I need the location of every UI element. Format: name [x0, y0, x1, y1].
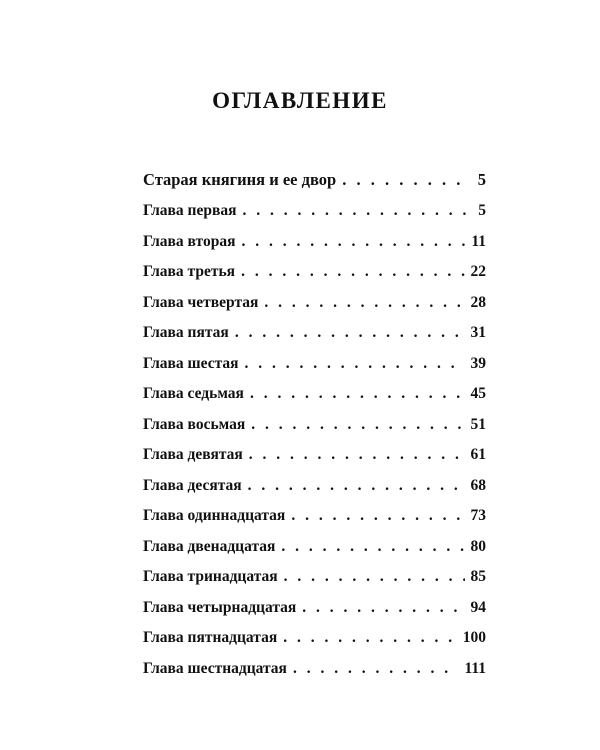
toc-entry-label: Глава десятая [143, 476, 242, 494]
toc-entry [143, 202, 486, 233]
toc-entry [143, 568, 486, 599]
dot-leader [284, 568, 465, 586]
toc-entry-page: 73 [470, 507, 486, 524]
toc-entry [143, 170, 486, 202]
toc-entry-label: Старая княгиня и ее двор [143, 170, 337, 189]
toc-entry [143, 629, 486, 660]
toc-entry-page: 85 [470, 568, 486, 585]
toc-entry-page: 94 [470, 598, 486, 616]
toc-entry-label: Глава одиннадцатая [143, 507, 286, 524]
toc-entry-page: 80 [470, 537, 486, 555]
dot-leader [342, 170, 466, 190]
toc-entry-label: Глава шестая [143, 354, 239, 372]
toc-entry-label: Глава третья [143, 263, 236, 280]
dot-leader [245, 355, 465, 373]
toc-entry-label: Глава вторая [143, 232, 236, 250]
dot-leader [241, 233, 465, 251]
toc-entry-label: Глава шестнадцатая [143, 659, 287, 677]
toc-entry-page: 11 [471, 232, 486, 250]
table-of-contents [143, 170, 486, 690]
toc-entry [143, 477, 486, 508]
toc-entry [143, 446, 486, 477]
dot-leader [264, 294, 464, 312]
toc-entry [143, 233, 486, 264]
toc-entry-page: 28 [470, 293, 486, 311]
toc-entry [143, 263, 486, 294]
toc-entry [143, 507, 486, 538]
toc-entry [143, 324, 486, 355]
dot-leader [281, 538, 464, 556]
toc-entry-label: Глава девятая [143, 446, 243, 463]
toc-entry-label: Глава пятнадцатая [143, 629, 278, 646]
toc-entry-page: 100 [462, 629, 486, 646]
toc-entry-page: 61 [470, 446, 486, 463]
toc-entry-label: Глава четвертая [143, 293, 259, 311]
page-title: ОГЛАВЛЕНИЕ [212, 88, 388, 113]
toc-entry-page: 5 [477, 170, 486, 189]
dot-leader [251, 416, 464, 434]
toc-entry [143, 355, 486, 386]
dot-leader [291, 507, 464, 525]
dot-leader [243, 202, 467, 220]
toc-entry-page: 68 [470, 476, 486, 494]
toc-entry-page: 5 [478, 202, 486, 219]
toc-entry-page: 39 [470, 354, 486, 372]
toc-entry-page: 51 [470, 415, 486, 433]
toc-entry-label: Глава четырнадцатая [143, 598, 297, 616]
toc-entry-label: Глава тринадцатая [143, 568, 278, 585]
toc-entry-label: Глава двенадцатая [143, 537, 276, 555]
toc-entry [143, 416, 486, 447]
toc-entry [143, 385, 486, 416]
toc-entry [143, 599, 486, 630]
toc-entry-page: 45 [470, 385, 486, 402]
dot-leader [250, 385, 465, 403]
toc-entry-label: Глава восьмая [143, 415, 246, 433]
dot-leader [241, 263, 464, 281]
toc-entry-page: 31 [470, 324, 486, 341]
dot-leader [302, 599, 464, 617]
toc-entry-label: Глава седьмая [143, 385, 244, 402]
toc-entry [143, 294, 486, 325]
dot-leader [249, 446, 465, 464]
toc-entry-label: Глава первая [143, 202, 237, 219]
toc-entry-page: 22 [470, 263, 486, 280]
dot-leader [248, 477, 465, 495]
toc-entry [143, 660, 486, 691]
toc-entry [143, 538, 486, 569]
toc-entry-label: Глава пятая [143, 324, 229, 341]
dot-leader [235, 324, 465, 342]
dot-leader [293, 660, 459, 678]
toc-entry-page: 111 [464, 659, 486, 677]
dot-leader [283, 629, 457, 647]
